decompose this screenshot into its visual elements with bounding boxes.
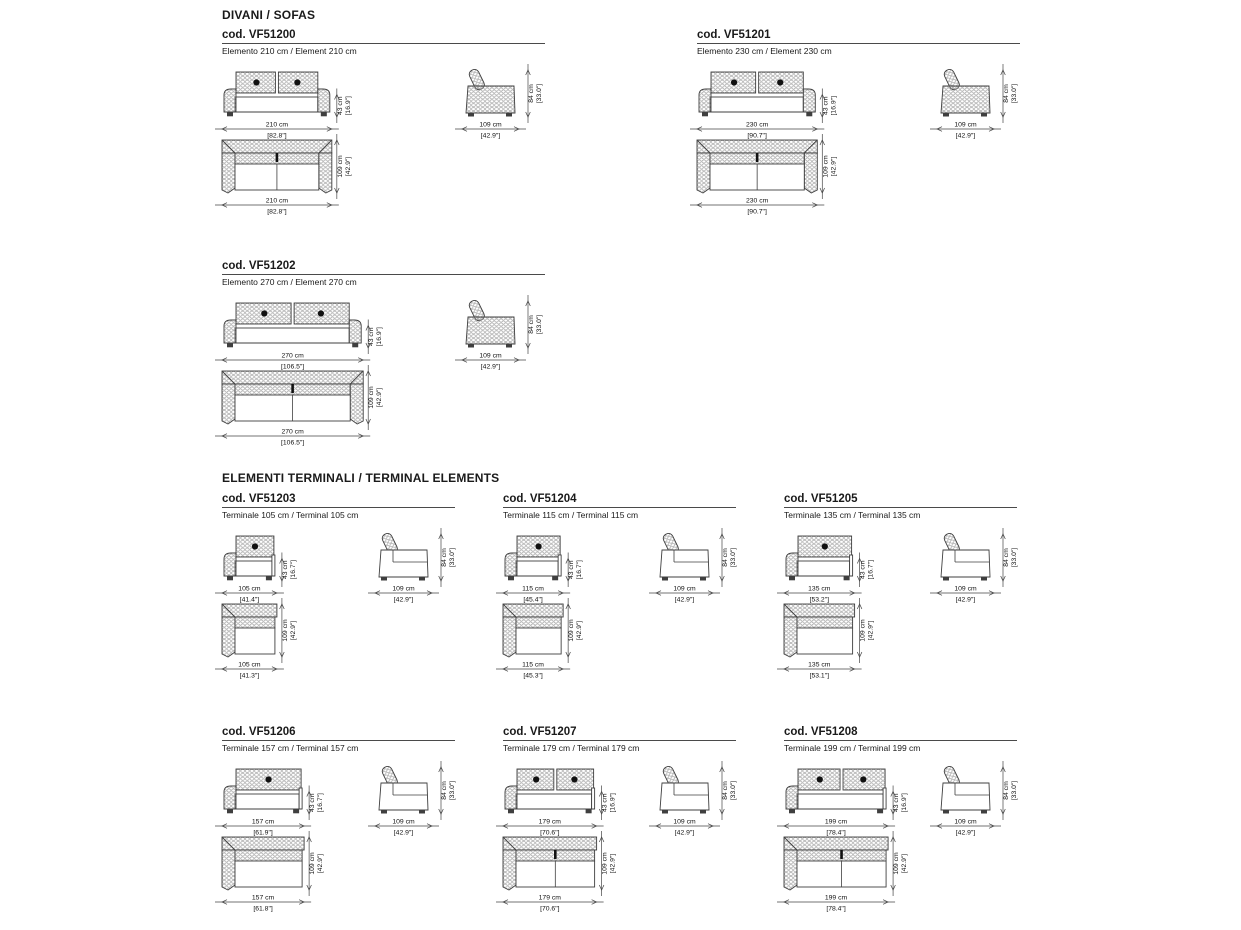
product-code: cod. VF51205	[784, 493, 1017, 508]
front-view	[699, 72, 815, 116]
svg-text:210 cm: 210 cm	[265, 121, 289, 129]
product-block-51206	[222, 726, 456, 913]
product-description: Terminale 199 cm / Terminal 199 cm	[784, 743, 921, 753]
technical-drawing	[697, 56, 1029, 218]
svg-text:[42.9"]: [42.9"]	[376, 387, 384, 408]
svg-text:[16.9"]: [16.9"]	[830, 96, 838, 116]
svg-text:[53.1"]: [53.1"]	[809, 672, 830, 680]
svg-text:[78.4"]: [78.4"]	[826, 829, 846, 837]
front-view	[224, 72, 330, 116]
technical-drawing	[222, 287, 554, 449]
svg-text:109 cm: 109 cm	[479, 352, 502, 360]
svg-text:[33.0"]: [33.0"]	[1011, 780, 1018, 801]
svg-text:109 cm: 109 cm	[954, 818, 977, 826]
svg-text:199 cm: 199 cm	[824, 818, 848, 826]
top-view	[222, 604, 277, 657]
svg-text:84 cm: 84 cm	[1003, 781, 1010, 800]
top-view	[503, 837, 597, 890]
product-code: cod. VF51202	[222, 260, 545, 275]
svg-text:230 cm: 230 cm	[745, 197, 769, 205]
product-block-51202	[222, 260, 545, 447]
svg-text:[61.8"]: [61.8"]	[253, 905, 273, 913]
svg-text:109 cm: 109 cm	[392, 818, 415, 826]
svg-text:[42.9"]: [42.9"]	[393, 596, 414, 604]
svg-text:[41.3"]: [41.3"]	[239, 672, 260, 680]
svg-text:105 cm: 105 cm	[238, 585, 261, 593]
svg-text:[33.0"]: [33.0"]	[536, 314, 543, 335]
section-heading: DIVANI / SOFAS	[222, 8, 316, 22]
svg-text:[16.7"]: [16.7"]	[576, 560, 584, 580]
technical-drawing	[503, 520, 739, 682]
svg-text:109 cm: 109 cm	[368, 386, 376, 409]
top-view	[784, 837, 888, 890]
svg-text:[42.9"]: [42.9"]	[955, 829, 976, 837]
svg-text:109 cm: 109 cm	[568, 619, 576, 642]
svg-text:84 cm: 84 cm	[722, 548, 729, 567]
side-view	[941, 765, 990, 814]
svg-text:[33.0"]: [33.0"]	[730, 780, 737, 801]
svg-text:84 cm: 84 cm	[1003, 84, 1010, 103]
product-block-51208	[784, 726, 1018, 913]
svg-text:[82.8"]: [82.8"]	[267, 208, 287, 216]
side-view	[660, 765, 709, 814]
product-code: cod. VF51204	[503, 493, 736, 508]
product-description: Terminale 179 cm / Terminal 179 cm	[503, 743, 640, 753]
svg-text:[42.9"]: [42.9"]	[955, 596, 976, 604]
svg-text:43 cm: 43 cm	[309, 793, 317, 813]
svg-text:179 cm: 179 cm	[538, 894, 561, 902]
front-view	[224, 303, 361, 347]
product-description: Elemento 270 cm / Element 270 cm	[222, 277, 357, 287]
svg-text:[42.9"]: [42.9"]	[317, 853, 325, 874]
svg-text:109 cm: 109 cm	[392, 585, 415, 593]
svg-text:[42.9"]: [42.9"]	[955, 132, 976, 140]
section-heading: ELEMENTI TERMINALI / TERMINAL ELEMENTS	[222, 471, 500, 485]
svg-text:[42.9"]: [42.9"]	[480, 363, 501, 371]
svg-text:[90.7"]: [90.7"]	[747, 208, 767, 216]
product-block-51205	[784, 493, 1018, 680]
top-view	[697, 140, 817, 193]
svg-text:43 cm: 43 cm	[368, 327, 376, 347]
svg-text:105 cm: 105 cm	[238, 661, 261, 669]
svg-text:43 cm: 43 cm	[859, 560, 867, 580]
top-view	[222, 140, 332, 193]
front-view	[505, 769, 595, 813]
svg-text:270 cm: 270 cm	[281, 428, 304, 436]
technical-drawing	[222, 56, 554, 218]
product-code: cod. VF51200	[222, 29, 545, 44]
svg-text:84 cm: 84 cm	[1003, 548, 1010, 567]
top-view	[503, 604, 563, 657]
svg-text:[42.9"]: [42.9"]	[674, 596, 695, 604]
product-description: Terminale 115 cm / Terminal 115 cm	[503, 510, 639, 520]
svg-text:109 cm: 109 cm	[601, 852, 609, 875]
svg-text:[42.9"]: [42.9"]	[830, 156, 838, 177]
svg-text:[33.0"]: [33.0"]	[449, 780, 456, 801]
side-view	[941, 532, 990, 581]
svg-text:[42.9"]: [42.9"]	[609, 853, 617, 874]
svg-text:157 cm: 157 cm	[251, 818, 275, 826]
svg-text:109 cm: 109 cm	[954, 585, 977, 593]
front-view	[224, 769, 302, 813]
svg-text:[16.9"]: [16.9"]	[609, 793, 617, 813]
technical-drawing	[784, 520, 1020, 682]
svg-text:109 cm: 109 cm	[893, 852, 901, 875]
front-view	[786, 769, 886, 813]
side-view	[379, 532, 428, 581]
svg-text:109 cm: 109 cm	[822, 155, 830, 178]
product-description: Elemento 210 cm / Element 210 cm	[222, 46, 357, 56]
product-block-51207	[503, 726, 737, 913]
svg-text:[106.5"]: [106.5"]	[281, 363, 305, 371]
top-view	[222, 837, 304, 890]
svg-text:[16.7"]: [16.7"]	[289, 560, 297, 580]
svg-text:109 cm: 109 cm	[954, 121, 977, 129]
svg-text:[42.9"]: [42.9"]	[867, 620, 875, 641]
top-view	[784, 604, 855, 657]
svg-text:84 cm: 84 cm	[528, 84, 535, 103]
svg-text:[16.9"]: [16.9"]	[901, 793, 909, 813]
product-description: Terminale 105 cm / Terminal 105 cm	[222, 510, 359, 520]
svg-text:43 cm: 43 cm	[336, 96, 344, 116]
svg-text:43 cm: 43 cm	[822, 96, 830, 116]
svg-text:109 cm: 109 cm	[673, 585, 696, 593]
svg-text:115 cm: 115 cm	[522, 585, 544, 593]
svg-text:270 cm: 270 cm	[281, 352, 304, 360]
svg-text:[42.9"]: [42.9"]	[901, 853, 909, 874]
svg-text:[45.4"]: [45.4"]	[523, 596, 543, 604]
svg-text:[16.9"]: [16.9"]	[376, 327, 384, 347]
technical-drawing	[222, 520, 458, 682]
svg-text:135 cm: 135 cm	[808, 585, 831, 593]
svg-text:157 cm: 157 cm	[251, 894, 275, 902]
svg-text:43 cm: 43 cm	[893, 793, 901, 813]
svg-text:[16.7"]: [16.7"]	[867, 560, 875, 580]
svg-text:84 cm: 84 cm	[441, 548, 448, 567]
svg-text:109 cm: 109 cm	[281, 619, 289, 642]
svg-text:[42.9"]: [42.9"]	[674, 829, 695, 837]
front-view	[786, 536, 853, 580]
svg-text:115 cm: 115 cm	[522, 661, 544, 669]
svg-text:[42.9"]: [42.9"]	[576, 620, 584, 641]
svg-text:[33.0"]: [33.0"]	[730, 547, 737, 568]
side-view	[660, 532, 709, 581]
svg-text:135 cm: 135 cm	[808, 661, 831, 669]
svg-text:[53.2"]: [53.2"]	[809, 596, 830, 604]
svg-text:109 cm: 109 cm	[673, 818, 696, 826]
svg-text:109 cm: 109 cm	[336, 155, 344, 178]
front-view	[505, 536, 561, 580]
product-description: Terminale 157 cm / Terminal 157 cm	[222, 743, 359, 753]
svg-text:109 cm: 109 cm	[859, 619, 867, 642]
svg-text:[33.0"]: [33.0"]	[449, 547, 456, 568]
svg-text:[33.0"]: [33.0"]	[1011, 547, 1018, 568]
technical-drawing	[784, 753, 1020, 915]
svg-text:[42.9"]: [42.9"]	[344, 156, 352, 177]
svg-text:84 cm: 84 cm	[528, 315, 535, 334]
svg-text:109 cm: 109 cm	[479, 121, 502, 129]
svg-text:[45.3"]: [45.3"]	[523, 672, 543, 680]
svg-text:[70.6"]: [70.6"]	[540, 829, 560, 837]
svg-text:199 cm: 199 cm	[824, 894, 848, 902]
svg-text:[106.5"]: [106.5"]	[281, 439, 305, 447]
svg-text:[16.9"]: [16.9"]	[344, 96, 352, 116]
svg-text:84 cm: 84 cm	[441, 781, 448, 800]
svg-text:[33.0"]: [33.0"]	[1011, 83, 1018, 104]
svg-text:[82.8"]: [82.8"]	[267, 132, 287, 140]
svg-text:[33.0"]: [33.0"]	[536, 83, 543, 104]
top-view	[222, 371, 363, 424]
side-view	[466, 68, 515, 117]
technical-drawing	[503, 753, 739, 915]
product-code: cod. VF51203	[222, 493, 455, 508]
svg-text:230 cm: 230 cm	[745, 121, 769, 129]
product-code: cod. VF51206	[222, 726, 455, 741]
product-code: cod. VF51201	[697, 29, 1020, 44]
product-block-51200	[222, 29, 545, 216]
svg-text:[16.7"]: [16.7"]	[317, 793, 325, 813]
front-view	[224, 536, 275, 580]
svg-text:[42.9"]: [42.9"]	[480, 132, 501, 140]
product-code: cod. VF51207	[503, 726, 736, 741]
svg-text:84 cm: 84 cm	[722, 781, 729, 800]
svg-text:[42.9"]: [42.9"]	[289, 620, 297, 641]
svg-text:[61.9"]: [61.9"]	[253, 829, 273, 837]
svg-text:[90.7"]: [90.7"]	[747, 132, 767, 140]
svg-text:43 cm: 43 cm	[568, 560, 576, 580]
technical-drawing	[222, 753, 458, 915]
side-view	[941, 68, 990, 117]
product-block-51203	[222, 493, 456, 680]
svg-text:179 cm: 179 cm	[538, 818, 561, 826]
svg-text:43 cm: 43 cm	[601, 793, 609, 813]
product-description: Terminale 135 cm / Terminal 135 cm	[784, 510, 921, 520]
product-block-51204	[503, 493, 737, 680]
svg-text:[42.9"]: [42.9"]	[393, 829, 414, 837]
svg-text:[41.4"]: [41.4"]	[239, 596, 260, 604]
side-view	[466, 299, 515, 348]
product-code: cod. VF51208	[784, 726, 1017, 741]
svg-text:[70.6"]: [70.6"]	[540, 905, 560, 913]
svg-text:109 cm: 109 cm	[309, 852, 317, 875]
svg-text:43 cm: 43 cm	[281, 560, 289, 580]
product-block-51201	[697, 29, 1020, 216]
side-view	[379, 765, 428, 814]
svg-text:[78.4"]: [78.4"]	[826, 905, 846, 913]
product-description: Elemento 230 cm / Element 230 cm	[697, 46, 832, 56]
svg-text:210 cm: 210 cm	[265, 197, 289, 205]
